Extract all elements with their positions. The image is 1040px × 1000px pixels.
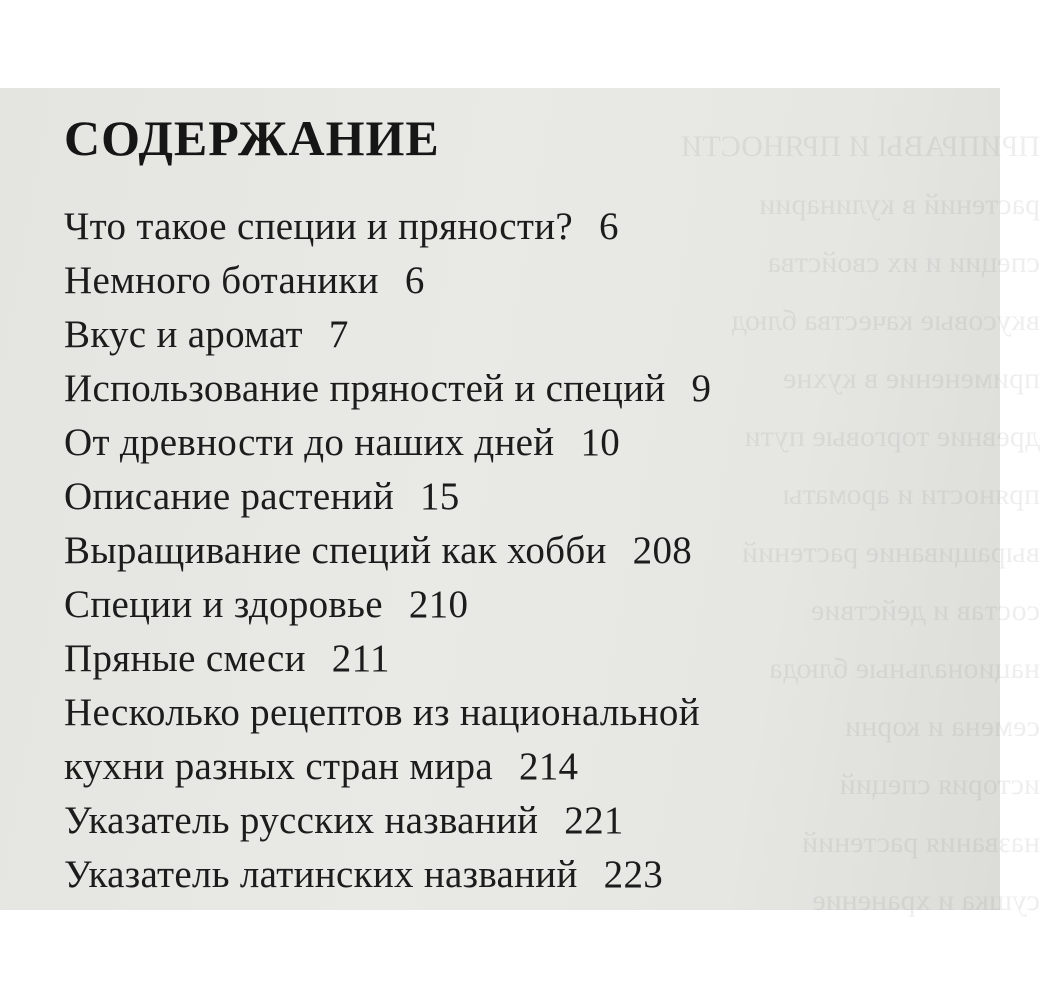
- toc-entry: [64, 632, 711, 686]
- toc-entry-page: 10: [580, 421, 621, 464]
- toc-entry-title-line1: Несколько рецептов из национальной: [64, 691, 700, 734]
- toc-entry: [64, 416, 711, 470]
- toc-entry: [64, 308, 711, 362]
- toc-entry-title: Указатель русских названий: [64, 799, 539, 842]
- toc-entry-title-line2: кухни разных стран мира: [64, 745, 493, 788]
- toc-entry-title: Указатель латинских названий: [64, 853, 578, 896]
- toc-entry-page: 15: [420, 475, 460, 518]
- toc-entry: [64, 524, 711, 578]
- toc-entry: [64, 362, 711, 416]
- toc-entry: [64, 470, 711, 524]
- toc-entry-title: Что такое специи и пряности?: [64, 205, 574, 248]
- toc-entry-page: 223: [603, 853, 664, 896]
- toc-entry: [64, 200, 711, 254]
- toc-entry-page: 6: [404, 259, 425, 302]
- toc-entry-title: Немного ботаники: [64, 259, 379, 302]
- toc-entry-page: 9: [691, 367, 712, 410]
- toc-entry: [64, 740, 711, 794]
- toc-entry: [64, 794, 711, 848]
- book-page-photo: [0, 88, 1040, 917]
- toc-entry-title: Использование пряностей и специй: [64, 367, 666, 410]
- toc-entry-page: 210: [408, 583, 469, 626]
- toc-entry: [64, 686, 711, 740]
- toc-entry-title: От древности до наших дней: [64, 421, 555, 464]
- toc-entry-page: 208: [632, 529, 693, 572]
- toc-heading: СОДЕРЖАНИЕ: [64, 110, 440, 166]
- toc-entry-title: Вкус и аромат: [64, 313, 303, 356]
- toc-entry: [64, 848, 711, 902]
- toc-entry-page: 221: [564, 799, 624, 842]
- toc-entry-page: 7: [328, 313, 349, 356]
- toc-entry: [64, 578, 711, 632]
- toc-list: [64, 200, 711, 902]
- toc-entry-page: 6: [599, 205, 619, 248]
- toc-entry: [64, 254, 711, 308]
- toc-entry-title: Специи и здоровье: [64, 583, 383, 626]
- toc-entry-page: 214: [518, 745, 579, 788]
- toc-entry-page: 211: [331, 637, 390, 680]
- show-through-text: ПРИПРАВЫ И ПРЯНОСТИ растений в кулинарии специи и их свойства вкусовые качества блюд применение в кухне древние торговые пути пряности и ароматы выращивание растений состав и действие национальные блюда семена и корни история специй названия растений сушка и хранение: [680, 130, 1040, 917]
- toc-entry-title: Выращивание специй как хобби: [64, 529, 607, 572]
- toc-entry-title: Описание растений: [64, 475, 394, 518]
- toc-entry-title: Пряные смеси: [64, 637, 306, 680]
